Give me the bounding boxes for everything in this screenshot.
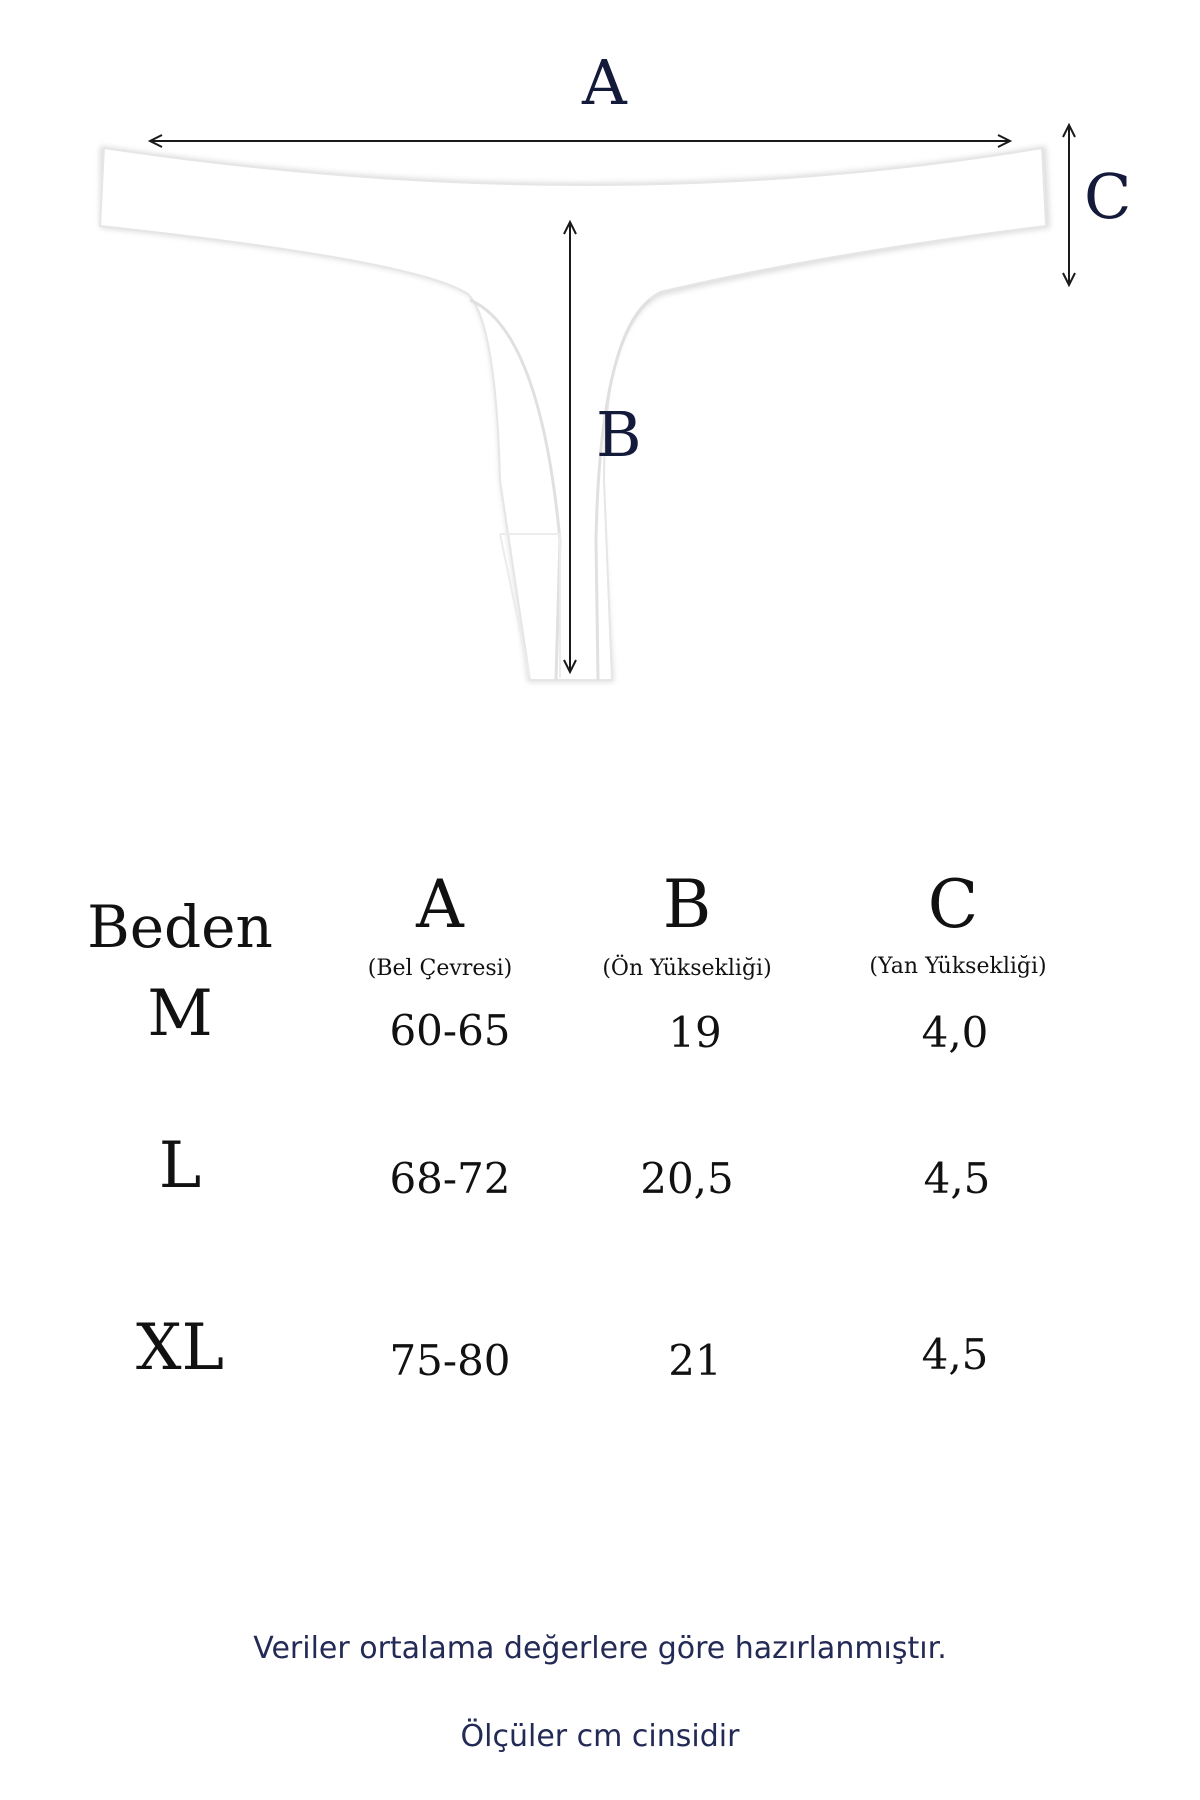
cell-m-b: 19 <box>668 1008 722 1057</box>
cell-l-c: 4,5 <box>923 1154 991 1203</box>
dimension-label-a: A <box>582 46 627 119</box>
cell-l-a: 68-72 <box>389 1154 511 1203</box>
cell-xl-b: 21 <box>668 1336 722 1385</box>
dimension-label-c: C <box>1084 160 1132 233</box>
note-average-values: Veriler ortalama değerlere göre hazırlanmıştır. <box>253 1631 947 1666</box>
note-units: Ölçüler cm cinsidir <box>460 1719 740 1754</box>
arrow-c <box>1063 125 1075 285</box>
size-row-m: M <box>147 977 213 1051</box>
column-a-letter: A <box>416 866 464 943</box>
column-c-subtitle: (Yan Yüksekliği) <box>869 954 1047 979</box>
dimension-label-b: B <box>596 398 642 471</box>
cell-l-b: 20,5 <box>640 1154 734 1203</box>
size-row-xl: XL <box>135 1311 225 1385</box>
cell-m-a: 60-65 <box>389 1006 511 1055</box>
size-row-l: L <box>158 1129 202 1203</box>
arrow-a <box>150 135 1010 147</box>
column-b-subtitle: (Ön Yüksekliği) <box>602 956 772 981</box>
size-header: Beden <box>87 893 273 961</box>
cell-xl-c: 4,5 <box>921 1330 989 1379</box>
column-a-subtitle: (Bel Çevresi) <box>367 956 513 981</box>
column-b-letter: B <box>662 866 712 943</box>
cell-xl-a: 75-80 <box>389 1336 511 1385</box>
cell-m-c: 4,0 <box>921 1008 989 1057</box>
column-c-letter: C <box>927 866 979 943</box>
